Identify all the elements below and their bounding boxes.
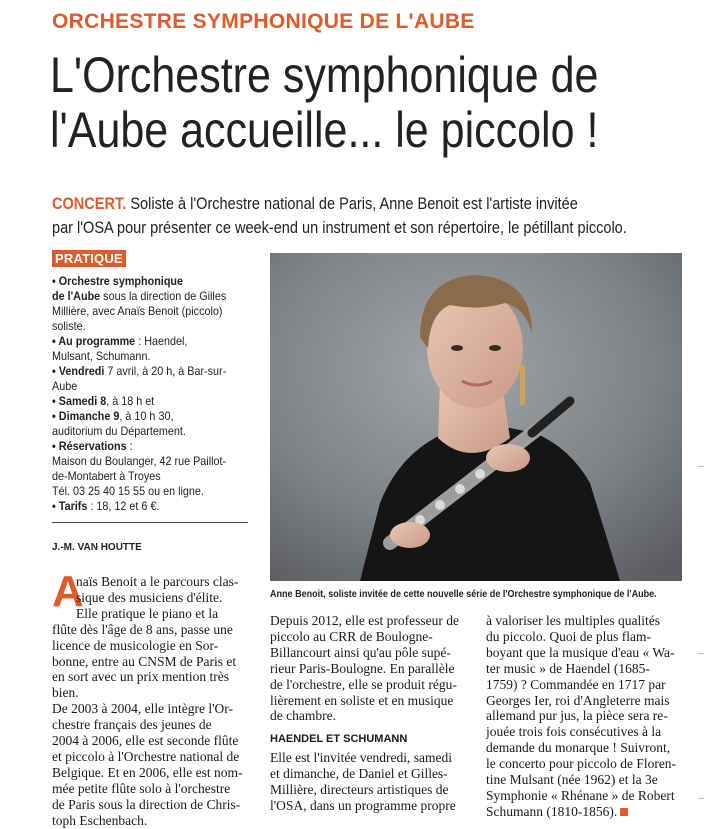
practical-text: Millière, avec Anaïs Benoit (piccolo) [52,304,223,318]
article-line: en sort avec un prix mention très [52,669,229,685]
article-line: lièrement en soliste et en musique [270,692,454,708]
article-line: bonne, entre au CNSM de Paris et [52,653,237,669]
practical-info-box [52,250,248,514]
article-line: sique des musiciens d'élite. [76,589,223,605]
practical-line [52,274,228,289]
practical-label: • Réservations [52,439,127,453]
practical-line [52,424,228,439]
article-line: naïs Benoit a le parcours clas- [76,574,239,589]
column-2-paragraph-2 [270,750,470,814]
lead-text-1: Soliste à l'Orchestre national de Paris, Anne Benoit est l'artiste invitée [126,194,578,213]
article-line: mée petite flûte solo à l'orchestre [52,780,231,796]
article-line: licence de musicologie en Sor- [52,637,219,653]
article-line: boyant que la musique d'eau « Wa- [486,644,675,660]
practical-tag: PRATIQUE [52,250,126,267]
author-byline: J.-M. VAN HOUTTE [52,542,142,553]
article-line: De 2003 à 2004, elle intègre l'Or- [52,701,233,717]
article-line: Millière, directeurs artistiques de [270,782,449,798]
practical-line [52,484,228,499]
practical-text: : [126,439,133,453]
lead-label: CONCERT. [52,194,127,213]
practical-text: soliste. [52,319,86,333]
article-line: 1759) ? Commandée en 1717 par [486,676,666,692]
article-line: Elle est l'invitée vendredi, samedi [270,750,452,766]
article-line: à valoriser les multiples qualités [486,613,660,628]
practical-line [52,289,228,304]
article-column-3 [486,613,686,820]
drop-cap: A [52,567,84,616]
practical-text: 7 avril, à 20 h, à Bar-sur- [104,364,227,378]
article-line: Symphonie « Rhénane » de Robert [486,787,675,803]
practical-label: de l'Aube [52,289,101,303]
edge-mark [698,798,704,799]
practical-text: Tél. 03 25 40 15 55 ou en ligne. [52,484,204,498]
article-line: du piccolo. Quoi de plus flam- [486,628,651,644]
article-column-2 [270,613,470,814]
practical-label: • Au programme [52,334,136,348]
practical-text: sous la direction de Gilles [100,289,227,303]
practical-text: , à 18 h et [106,394,155,408]
practical-label: • Vendredi [52,364,105,378]
practical-line [52,439,228,454]
practical-line [52,394,228,409]
article-line: ter music » de Haendel (1685- [486,660,650,676]
kicker: ORCHESTRE SYMPHONIQUE DE L'AUBE [52,10,475,33]
article-line: jouée trois fois consécutives à la [486,724,662,740]
article-line: Billancourt ainsi qu'au pôle supé- [270,644,451,660]
edge-mark [698,466,704,467]
headline [50,48,618,158]
article-line: l'OSA, dans un programme propre [270,797,456,813]
practical-text: auditorium du Département. [52,424,186,438]
practical-line [52,334,228,349]
practical-line [52,364,228,379]
article-line: Georges Ier, roi d'Angleterre mais [486,692,670,708]
practical-text: Maison du Boulanger, 42 rue Paillot- [52,454,227,468]
article-line: tine Mulsant (née 1962) et la 3e [486,772,658,788]
practical-line [52,349,228,364]
practical-label: • Orchestre symphonique [52,274,184,288]
practical-text: de-Montabert à Troyes [52,469,161,483]
article-line: et piccolo à l'Orchestre national de [52,748,240,764]
article-line: Belgique. Et en 2006, elle est nom- [52,764,243,780]
article-line: Elle pratique le piano et la [76,605,219,621]
practical-text: : 18, 12 et 6 €. [87,499,160,513]
practical-label: • Tarifs [52,499,88,513]
end-mark-icon [620,808,628,816]
article-line: de Paris sous la direction de Chris- [52,796,241,812]
practical-text: Aube [52,379,78,393]
practical-line [52,379,228,394]
photo-caption: Anne Benoit, soliste invitée de cette nouvelle série de l'Orchestre symphonique de l'Aube. [270,588,657,600]
article-line: allemand pur jus, la pièce sera re- [486,708,668,724]
article-line: et dimanche, de Daniel et Gilles- [270,766,448,782]
article-line: de chambre. [270,708,336,724]
article-line: chestre français des jeunes de [52,717,212,733]
practical-label: • Dimanche 9 [52,409,120,423]
practical-line [52,304,228,319]
practical-text: , à 10 h 30, [119,409,174,423]
lead-paragraph [52,192,651,240]
article-line: 2004 à 2006, elle est seconde flûte [52,733,239,749]
lead-line-1 [52,192,651,216]
article-line: le concerto pour piccolo de Floren- [486,756,677,772]
article-line: demande du monarque ! Suivront, [486,740,671,756]
divider [52,522,248,523]
article-line: bien. [52,685,79,701]
article-column-1 [52,567,252,829]
soloist-illustration [270,253,682,581]
practical-line [52,409,228,424]
column-2-paragraph [270,613,470,724]
headline-line-2: l'Aube accueille... le piccolo ! [50,102,599,158]
headline-line-1: L'Orchestre symphonique de [50,47,599,103]
practical-line [52,319,228,334]
practical-lines [52,274,248,514]
practical-line [52,454,228,469]
article-line: Schumann (1810-1856). [486,804,686,820]
article-line: rieur Paris-Boulogne. En parallèle [270,660,455,676]
edge-mark [698,653,704,654]
subheading: HAENDEL ET SCHUMANN [270,733,408,746]
practical-line [52,499,228,514]
lead-line-2: par l'OSA pour présenter ce week-end un instrument et son répertoire, le pétillant piccolo. [52,218,627,237]
article-line: toph Eschenbach. [52,812,148,828]
article-line: de l'orchestre, elle se produit régu- [270,676,457,692]
article-line: flûte dès l'âge de 8 ans, passe une [52,621,233,637]
practical-line [52,469,228,484]
article-line: Depuis 2012, elle est professeur de [270,613,459,628]
practical-text: : Haendel, [135,334,188,348]
article-line: piccolo au CRR de Boulogne- [270,628,433,644]
practical-text: Mulsant, Schumann. [52,349,151,363]
practical-label: • Samedi 8 [52,394,107,408]
soloist-photo [270,253,682,581]
